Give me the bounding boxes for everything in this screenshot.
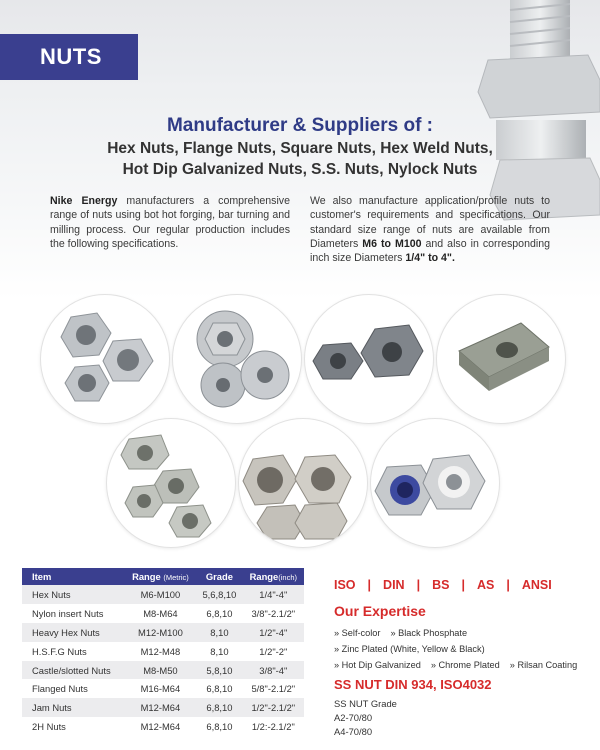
table-row xyxy=(22,642,304,661)
ss-grade-list xyxy=(334,697,397,739)
intro-paragraph-left xyxy=(50,194,290,251)
cell-inch: 1/2"-2" xyxy=(259,645,288,657)
heading-main: Manufacturer & Suppliers of : xyxy=(166,115,434,136)
cell-item: Nylon insert Nuts xyxy=(32,607,104,619)
cell-range: M6-M100 xyxy=(140,588,181,600)
heading-block xyxy=(0,114,600,180)
cell-inch: 1/4"-4" xyxy=(259,588,288,600)
expertise-item: » Zinc Plated (White, Yellow & Black) xyxy=(334,644,485,654)
intro-right-text1: We also manufacture application/profile nuts to customer's requirements and specifications. Our standard size range of nuts are available from Diameters xyxy=(310,195,550,250)
cell-inch: 1/2"-2.1/2" xyxy=(251,702,296,714)
standard-bs: BS xyxy=(432,578,450,592)
ss-grade-item: A4-70/80 xyxy=(334,726,373,737)
cell-range: M12-M100 xyxy=(138,626,183,638)
separator: | xyxy=(461,578,465,592)
separator: | xyxy=(416,578,421,592)
metric-range: M6 to M100 xyxy=(362,237,422,250)
range-label: Range xyxy=(132,571,161,582)
table-row xyxy=(22,698,304,717)
col-range-inch xyxy=(243,568,304,585)
expertise-item: » Chrome Plated xyxy=(430,660,500,670)
cell-range: M12-M64 xyxy=(140,702,181,714)
table-row xyxy=(22,679,304,698)
separator: | xyxy=(367,578,372,592)
range-inch-label: Range xyxy=(249,571,279,582)
cell-item: H.S.F.G Nuts xyxy=(32,645,87,657)
table-row xyxy=(22,604,304,623)
cell-item: Flanged Nuts xyxy=(32,683,88,695)
heading-products-line1: Hex Nuts, Flange Nuts, Square Nuts, Hex Weld Nuts, xyxy=(107,140,493,157)
standard-ansi: ANSI xyxy=(521,578,552,592)
cell-item: 2H Nuts xyxy=(32,721,66,733)
expertise-line xyxy=(334,625,587,641)
cell-grade: 6,8,10 xyxy=(206,683,233,695)
intro-right-text2: and also in corresponding inch size Diameters xyxy=(310,237,550,265)
cell-item: Jam Nuts xyxy=(32,702,72,714)
cell-inch: 5/8"-2.1/2" xyxy=(251,683,296,695)
cell-grade: 6,8,10 xyxy=(206,721,233,733)
intro-left-text: manufacturers a comprehensive range of nuts using bot hot forging, bar turning and milling process. Our regular production includes the following specifications. xyxy=(50,195,290,250)
nylock-nuts-photo xyxy=(370,418,500,548)
hex-nuts-photo xyxy=(40,294,170,424)
weld-nuts-photo xyxy=(106,418,236,548)
cell-inch: 1/2"-4" xyxy=(259,626,288,638)
standard-iso: ISO xyxy=(334,578,356,592)
cell-grade: 8,10 xyxy=(210,626,229,638)
col-item: Item xyxy=(32,571,52,582)
table-header-row xyxy=(22,568,304,585)
cell-range: M12-M64 xyxy=(140,721,181,733)
cell-item: Heavy Hex Nuts xyxy=(32,626,100,638)
cell-inch: 3/8"-4" xyxy=(259,664,288,676)
cell-item: Hex Nuts xyxy=(32,588,71,600)
expertise-item: » Black Phosphate xyxy=(390,628,468,638)
ss-grade-item: A2-70/80 xyxy=(334,712,373,723)
flange-nuts-photo xyxy=(172,294,302,424)
ss-hex-nuts-photo xyxy=(238,418,368,548)
expertise-list xyxy=(334,625,587,673)
cell-item: Castle/slotted Nuts xyxy=(32,664,111,676)
range-inch-unit-label: (inch) xyxy=(278,573,298,582)
expertise-item: » Rilsan Coating xyxy=(509,660,578,670)
ss-grade-label: SS NUT Grade xyxy=(334,698,397,709)
standards-row xyxy=(334,578,552,592)
standard-as: AS xyxy=(476,578,495,592)
expertise-item: » Self-color xyxy=(334,628,381,638)
inch-range: 1/4" to 4" xyxy=(405,252,452,265)
expertise-line xyxy=(334,641,587,657)
range-unit-label: (Metric) xyxy=(163,573,189,582)
expertise-item: » Hot Dip Galvanized xyxy=(334,660,421,670)
heading-products-line2: Hot Dip Galvanized Nuts, S.S. Nuts, Nylock Nuts xyxy=(122,161,478,178)
cell-range: M8-M50 xyxy=(143,664,178,676)
cell-grade: 6,8,10 xyxy=(206,702,233,714)
table-row xyxy=(22,585,304,604)
cell-grade: 6,8,10 xyxy=(206,607,233,619)
standard-din: DIN xyxy=(383,578,405,592)
intro-right-text3: . xyxy=(451,252,455,265)
cell-grade: 8,10 xyxy=(210,645,229,657)
separator: | xyxy=(506,578,510,592)
cell-range: M8-M64 xyxy=(143,607,178,619)
table-row xyxy=(22,717,304,736)
cell-grade: 5,6,8,10 xyxy=(202,588,237,600)
specification-table xyxy=(22,568,304,736)
cell-inch: 1/2:-2.1/2" xyxy=(251,721,295,733)
col-grade: Grade xyxy=(205,571,233,582)
cell-grade: 5,8,10 xyxy=(206,664,233,676)
table-row xyxy=(22,661,304,680)
company-name: Nike Energy xyxy=(50,195,118,207)
section-title: NUTS xyxy=(40,44,102,69)
cell-range: M16-M64 xyxy=(140,683,181,695)
cell-range: M12-M48 xyxy=(140,645,181,657)
galvanized-nuts-photo xyxy=(304,294,434,424)
section-title-band xyxy=(0,34,138,80)
table-row xyxy=(22,623,304,642)
expertise-line xyxy=(334,657,587,673)
intro-paragraph-right xyxy=(310,194,550,265)
square-nut-photo xyxy=(436,294,566,424)
expertise-title: Our Expertise xyxy=(334,603,426,619)
col-range-metric xyxy=(125,568,197,585)
ss-nut-title: SS NUT DIN 934, ISO4032 xyxy=(334,677,492,692)
cell-inch: 3/8"-2.1/2" xyxy=(251,607,296,619)
